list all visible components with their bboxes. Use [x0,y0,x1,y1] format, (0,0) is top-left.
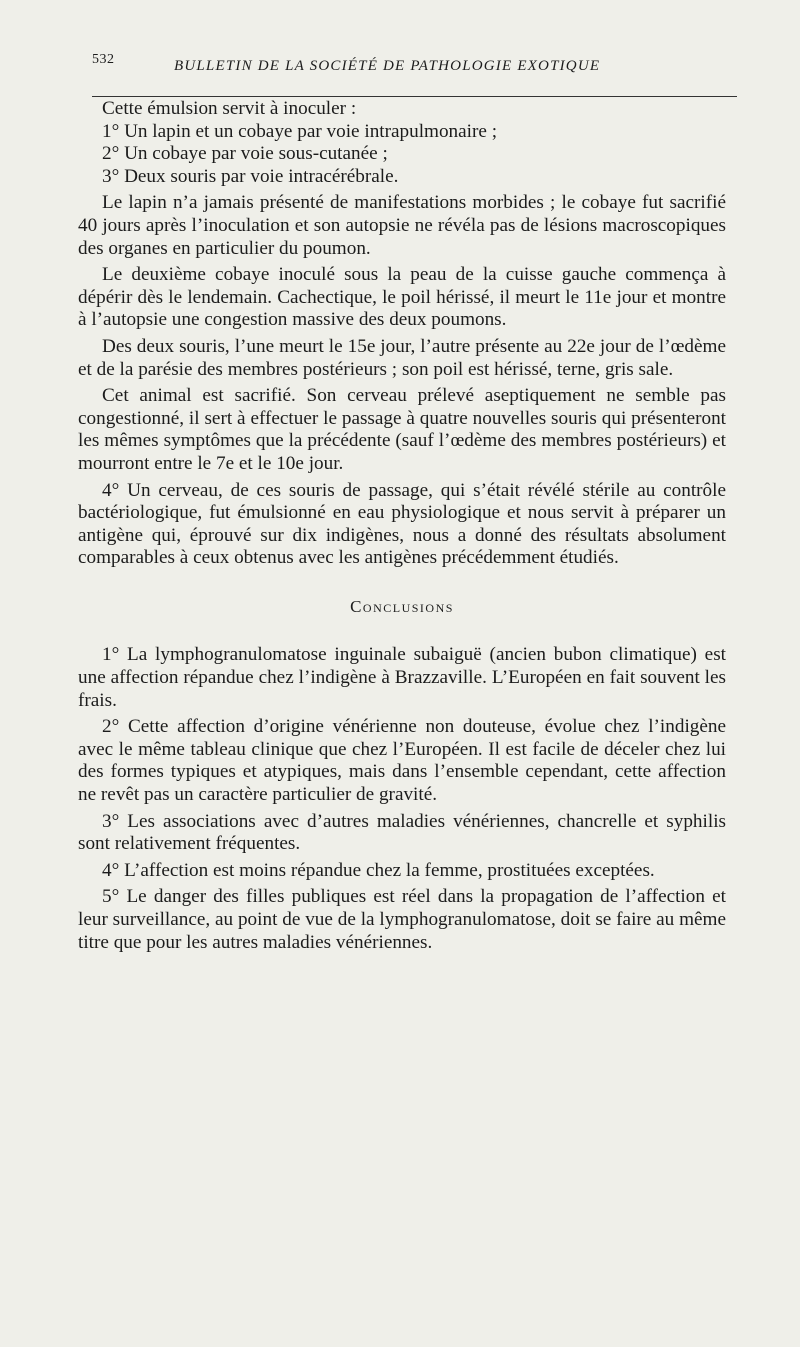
page-header [92,52,737,97]
list-item-1: 1° Un lapin et un cobaye par voie intrapulmonaire ; [102,120,498,142]
section-title: Conclusions [350,596,454,616]
page-number: 532 [92,52,115,67]
paragraph-cobaye: Le deuxième cobaye inoculé sous la peau de la cuisse gauche commença à dépérir dès le lendemain. Cachectique, le poil hérissé, il meurt le 11e jour et montre à l’autopsie une congestion massive des deux poumons. [78,264,726,331]
conclusion-1: 1° La lymphogranulomatose inguinale subaiguë (ancien bubon climatique) est une affection répandue chez l’indigène à Brazzaville. L’Européen en fait souvent les frais. [78,644,726,711]
paragraph-souris: Des deux souris, l’une meurt le 15e jour, l’autre présente au 22e jour de l’œdème et de la parésie des membres postérieurs ; son poil est hérissé, terne, gris sale. [78,335,726,380]
list-item-2: 2° Un cobaye par voie sous-cutanée ; [102,143,388,165]
conclusion-2: 2° Cette affection d’origine vénérienne non douteuse, évolue chez l’indigène avec le même tableau clinique que chez l’Européen. Il est facile de déceler chez lui des formes typiques et atypiques, mais dans l’ensemble cependant, cette affection ne revêt pas un caractère particulier de gravité. [78,716,726,806]
running-title: BULLETIN DE LA SOCIÉTÉ DE PATHOLOGIE EXOTIQUE [174,58,601,74]
paragraph-lapin: Le lapin n’a jamais présenté de manifestations morbides ; le cobaye fut sacrifié 40 jours après l’inoculation et son autopsie ne révéla pas de lésions macroscopiques des organes en particulier du poumon. [78,192,726,259]
list-item-3: 3° Deux souris par voie intracérébrale. [102,165,399,187]
paragraph-sacrifice: Cet animal est sacrifié. Son cerveau prélevé aseptiquement ne semble pas congestionné, il sert à effectuer le passage à quatre nouvelles souris qui présenteront les mêmes symptômes que la précédente (sauf l’œdème des membres postérieurs) et mourront entre le 7e et le 10e jour. [78,385,726,474]
body-text [78,98,726,954]
conclusion-4: 4° L’affection est moins répandue chez la femme, prostituées exceptées. [102,859,655,881]
paragraph-cerveau: 4° Un cerveau, de ces souris de passage, qui s’était révélé stérile au contrôle bactériologique, fut émulsionné en eau physiologique et nous servit à préparer un antigène qui, éprouvé sur dix indigènes, nous a donné des résultats absolument comparables à ceux obtenus avec les antigènes précédemment étudiés. [78,479,726,569]
conclusion-5: 5° Le danger des filles publiques est réel dans la propagation de l’affection et leur surveillance, au point de vue de la lymphogranulomatose, doit se faire au même titre que pour les autres maladies vénériennes. [78,886,726,953]
conclusion-3: 3° Les associations avec d’autres maladies vénériennes, chancrelle et syphilis sont relativement fréquentes. [78,810,726,855]
paragraph-intro: Cette émulsion servit à inoculer : [102,98,357,119]
